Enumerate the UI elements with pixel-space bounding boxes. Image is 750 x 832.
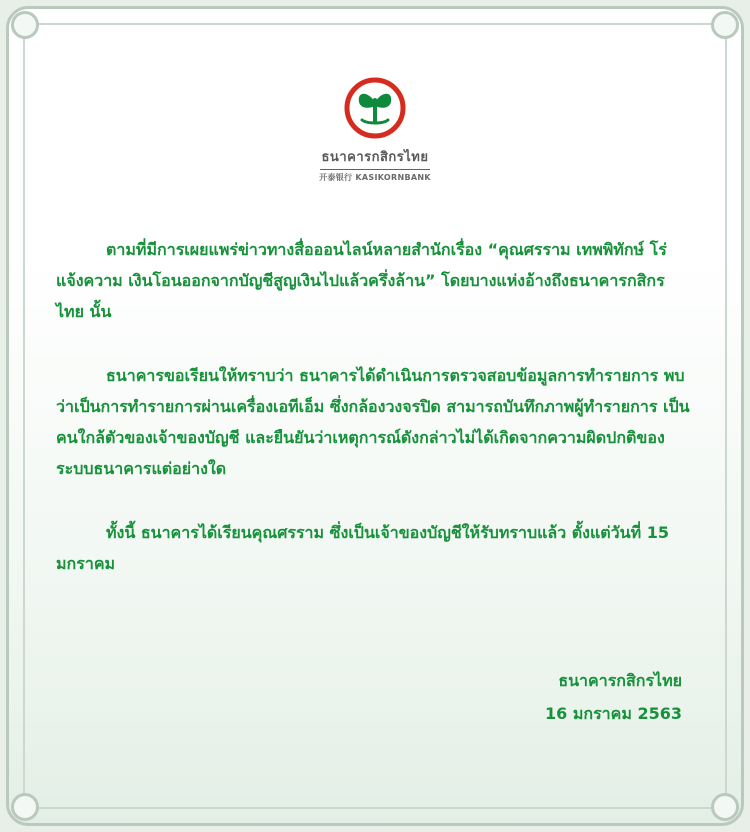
paragraph-1: ตามที่มีการเผยแพร่ข่าวทางสื่อออนไลน์หลายสำนักเรื่อง “คุณศรราม เทพพิทักษ์ โร่แจ้งความ เงินโอนออกจากบัญชีสูญเงินไปแล้วครึ่งล้าน” โดยบางแห่งอ้างถึงธนาคารกสิกรไทย นั้น xyxy=(56,240,667,321)
corner-ornament xyxy=(11,793,39,821)
signature-block xyxy=(545,664,682,730)
logo-divider xyxy=(320,169,430,170)
bank-logo xyxy=(0,76,750,183)
kbank-leaf-emblem-icon xyxy=(343,76,407,140)
bank-name-english: 开泰银行 KASIKORNBANK xyxy=(319,173,431,182)
signature-date: 16 มกราคม 2563 xyxy=(545,704,682,723)
corner-ornament xyxy=(711,11,739,39)
bank-name-thai: ธนาคารกสิกรไทย xyxy=(321,150,429,165)
signature-org: ธนาคารกสิกรไทย xyxy=(558,671,682,690)
announcement-body xyxy=(56,234,692,579)
paragraph-2: ธนาคารขอเรียนให้ทราบว่า ธนาคารได้ดำเนินการตรวจสอบข้อมูลการทำรายการ พบว่าเป็นการทำรายการผ่านเครื่องเอทีเอ็ม ซึ่งกล้องวงจรปิด สามารถบันทึกภาพผู้ทำรายการ เป็นคนใกล้ตัวของเจ้าของบัญชี และยืนยันว่าเหตุการณ์ดังกล่าวไม่ได้เกิดจากความผิดปกติของระบบธนาคารแต่อย่างใด xyxy=(56,366,690,478)
paragraph-3: ทั้งนี้ ธนาคารได้เรียนคุณศรราม ซึ่งเป็นเจ้าของบัญชีให้รับทราบแล้ว ตั้งแต่วันที่ 15 มกราคม xyxy=(56,523,669,573)
corner-ornament xyxy=(711,793,739,821)
corner-ornament xyxy=(11,11,39,39)
